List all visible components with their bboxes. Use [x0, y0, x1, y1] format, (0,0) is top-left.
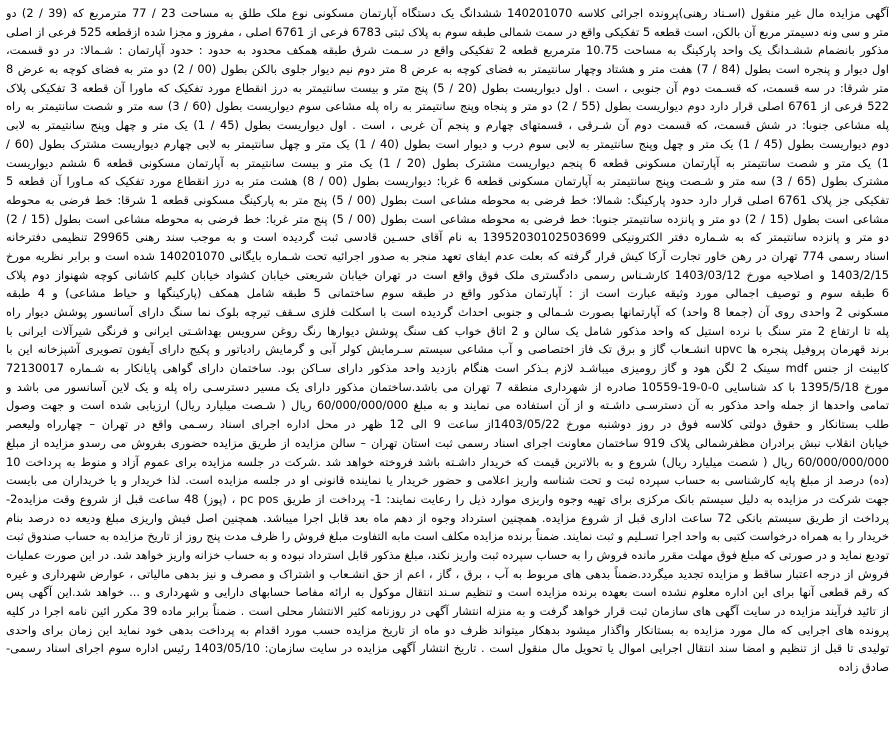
notice-text-line: اسناد رسمی 774 تهران در رهن خاور تجارت آرکا کیش قرار گرفته که بعلت عدم ایفای تعهد منجر به صدور اجرائیه تحت شـماره بایگانی 140201070 شده است و برابر نظریه مورخ	[6, 248, 889, 263]
notice-text-line: آگهی مزایده مال غیر منقول (اسـناد رهنی)پرونده اجرائی کلاسه 140201070 ششدانگ یک دستگاه آپارتمان مسکونی نوع ملک طلق به مساحت 23 / 77 مترمربع که (39 / 2) دو	[6, 6, 889, 20]
notice-text-line: (ده) درصد از مبلغ پایه کارشناسی به حساب سپرده ثبت و تحت شناسه واریز اعلامی و حضور خریدار یا نماینده قانونی او در جلسه مزایده است. لذا خریدار و یا خریداران می بایست	[6, 473, 889, 488]
notice-text-line: تمامی واحدها از جمله واحد مذکور به آن دسترسـی داشـته و از آن استفاده می نمایند و به مبلغ 60/000/000/000 ریال ( شـصت میلیارد ریال) ارزیابی شده است و جهت وصول	[6, 398, 889, 413]
notice-text-line: 60/000/000/000 ریال ( شصت میلیارد ریال) شروع و به بالاترین قیمت که خریدار داشـته باشد فروخته خواهد شد .شرکت در جلسه مزایده برای عموم آزاد و منوط به پرداخت 10	[6, 454, 889, 469]
notice-text-line: 1) یک متر و شصت سانتیمتر به آپارتمان مسکونی قطعه 6 پنجم دیواریست مشترک بطول (20 / 1) یک متر و بیست سانتیمتر به آپارتمان مسکونی قطعه 6 ششم دیواریست	[6, 155, 889, 170]
notice-text-line: متر شرقا: در سه قسمت، که قسـمت دوم آن جنوبی ، است . اول دیواریست بطول (20 / 5) پنج متر و بیست سانتیمتر به درز انقطاع مورد تفکیک که ماورا آن قطعه 3 تفکیکی پلاک	[6, 80, 889, 95]
notice-text-line: جهت شرکت در مزایده به دلیل سیستم بانک مرکزی برای تهیه وجوه واریزی موارد ذیل را رعایت نمایند: 1- پرداخت از طریق pc pos ، (پوز) 48 ساعت قبل از شروع وقت مزایده2-	[6, 491, 889, 506]
notice-text-line: دو متر و پانزده سانتیمتر که به شـماره دفتر الکترونیکی 13952030102503699 به نام آقای حسـین قادسی ثبت گردیده است و به موجب سند رهنی 29965 تنظیمی دفترخانه	[6, 230, 889, 245]
notice-text-line: 1403/2/15 و اصلاحیه مورخ 1403/03/12 کارشـناس رسمی دادگستری ملک فوق واقع است در تهران خیابان شریعتی خیابان کشواد خیابان کلیم کاشانی کوچه شهنواز دوم پلاک	[6, 267, 889, 282]
notice-text-line: خیابان انقلاب نبش برادران مظفرشمالی پلاک 919 ساختمان معاونت اجرای اسناد رسمی ثبت استان تهران – سالن مزایده از طریق مزایده حضوری بفروش می رسدو مزایده از مبلغ	[6, 435, 889, 450]
notice-text-line: کابینت از جنس mdf سینک 2 لگن هود و گاز رومیزی میباشـد لازم بـذکر است هنگام بازدید واحد مذکور دارای سـاکن بود. ساختمان دارای گواهی پایانکار به شـماره 72130017	[6, 361, 889, 376]
notice-text-line: تولیدی تا قبل از تنظیم و امضا سند انتقال اجرایی اموال یا تحویل مال منقول است . تاریخ انتشار آگهی مزایده در سایت سازمان: 1403/05/10 رئیس اداره سوم اجرای اسناد رسمی-	[6, 641, 889, 656]
notice-text-line: پله مشاعی جنوبا: در شش قسمت، که قسمت دوم آن شـرقی ، قسمتهای چهارم و پنجم آن غربی ، است . اول دیواریست بطول (45 / 1) یک متر و چهل وپنج سانتیمتر به لابی	[6, 118, 889, 133]
notice-text-line: تودیع نماید و در صورتی که مبلغ فوق مهلت مقرر مانده فروش را به حساب سپرده ثبت واریز نکند، مبلغ مذکور قابل استرداد نبوده و به حساب خزانه واریز خواهد شد. در این صورت عملیات	[6, 547, 889, 562]
notice-text-line: برند قهرمان پروفیل پنجره ها upvc انشـعاب گاز و برق تک فاز اختصاصی و آب مشاعی سیستم سـرمایش کولر آبی و گرمایش رادیاتور و پکیج دارای آیفون تصویری آشپزخانه این با	[6, 342, 889, 357]
notice-text-line: مورخ 1395/5/18 با کد شناسایی 0-0-19-10559 صادره از شهرداری منطقه 7 تهران می باشد.ساختمان مذکور دارای یک مسیر دسترسـی راه پله و یک لاین آسانسور می باشد و	[6, 379, 889, 394]
notice-text-line: خریدار را به همراه درخواست کتبی به واحد اجرا تسـلیم و ثبت نمایند. ضمناً برنده مزایده مکلف است مابه التفاوت مبلغ فروش را ظرف مدت پنج روز از تاریخ مزایده به حساب صندوق ثبت	[6, 529, 889, 544]
notice-text-line: مسکونی 2 واحدی روی آن (جمعا 8 واحد) که آپارتمانها بصورت شـمالی و جنوبی احداث گردیده است با اسکلت فلزی سـقف تیرچه بلوک نما سنگ دارای آسانسور پوشش دیوار راه	[6, 305, 889, 319]
notice-text-line: پله تا ارتفاع 2 متر سنگ با نرده استیل که واحد مذکور شامل یک سالن و 2 اتاق خواب کف سنگ پوشش دیوارها رنگ روغن سرویس بهداشـتی ایرانی و فرنگی شیرآلات ایرانی با	[6, 323, 889, 338]
notice-text-line: پرونده های اجرایی که مال مورد مزایده به بستانکار واگذار میشود بدهکار میتواند ظرف دو ماه از تاریخ مزایده حسب مورد اقدام به پرداخت بدهی خود نماید این زمان برای واحدی	[6, 622, 889, 637]
notice-text-line: پرداخت از طریق سیستم بانکی 72 ساعت اداری قبل از شروع مزایده. همچنین استرداد وجوه از دهم ماه بعد قابل اجرا میباشد. همچنین اصل فیش واریزی مبلغ ودیعه ده درصد بنام	[6, 510, 889, 525]
notice-text-line: 522 فرعی از 6761 اصلی قرار دارد دوم دیواریست بطول (55 / 2) دو متر و پنجاه وپنج سانتیمتر به راه پله مشاعی سوم دیواریست بطول (60 / 3) سه متر و شصت سانتیمتر به راه	[6, 99, 889, 114]
notice-text-line: مشاعی است بطول (15 / 2) دو متر و پانزده سانتیمتر جنوبا: خط فرضی به محوطه مشاعی است بطول (00 / 5) پنج متر غربا: خط فرضی به محوطه مشاعی است بطول (15 / 2)	[6, 211, 889, 226]
notice-text-line: متر و سی ونه دسیمتر مربع آن بالکن، است قطعه 5 تفکیکی واقع در سمت شمالی طبقه سوم به پلاک ثبتی 6783 فرعی از 6761 اصلی ، مفروز و مجزا شده ازقطعه 525 فرعی از اصلی	[6, 24, 889, 39]
notice-text-line: مشترک بطول (65 / 3) سه متر و شـصت وپنج سانتیمتر به آپارتمان مسکونی قطعه 6 غربا: دیواریست بطول (00 / 8) هشت متر به درز انقطاع مورد تفکیک که مـاورا آن قطعه 5	[6, 174, 889, 189]
notice-text-line: که رقم قطعی آنها برای این اداره معلوم نشده است بعهده برنده مزایده است و تنظیم سـند انتقال موکول به ارائه مفاصا حسابهای دارایی و شهرداری و ... خواهد شد.این آگهی پس	[6, 585, 889, 600]
notice-text-line: دوم دیواریست بطول (45 / 1) یک متر و چهل وپنج سانتیمتر به لابی سوم درب و دیوار است بطول (40 / 1) یک متر و چهل سانتیمتر به لابی چهارم دیواریست مشترک بطول (60 /	[6, 136, 889, 151]
notice-text-line: صادق زاده	[838, 660, 889, 675]
notice-text-line: از تائید فرآیند مزایده در سایت آگهی های سازمان ثبت قرار خواهد گرفت و به منزله انتشار آگهی در روزنامه کثیر الانتشار محلی است . ضمناً برابر ماده 39 مکرر ائین نامه اجرا در کلیه	[6, 604, 889, 618]
notice-text-line: فروش از درجه اعتبار ساقط و مزایده تجدید میگردد.ضمناً بدهی های مربوط به آب ، برق ، گاز ، اعم از حق انشـعاب و اشتراک و مصرف و نیز بدهی مالیاتی ، عوارض شهرداری و غیره	[6, 566, 889, 581]
notice-text-line: اول دیوار و پنجره است بطول (84 / 7) هفت متر و هشتاد وچهار سانتیمتر به فضای کوچه به عرض 8 متر دوم نیم دیوار جلوی بالکن بطول (00 / 2) دو متر به فضای کوچه به عرض 8	[6, 62, 889, 77]
notice-text-line: مذکور بانضمام ششـدانگ یک واحد پارکینگ به مساحت 10.75 مترمربع قطعه 2 تفکیکی واقع در سـمت شرق طبقه همکف محدود به حدود : حدود آپارتمان : شـمالا: در دو قسمت،	[6, 43, 889, 58]
notice-text-line: 6 طبقه سوم و توصیف اجمالی مورد وثیقه عبارت است از : آپارتمان مذکور واقع در طبقه سوم ساختمانی 5 طبقه شامل همکف (پارکینگها و حیاط مشاعی) و 4 طبقه	[6, 286, 889, 301]
notice-text-line: طلب بستانکار و حقوق دولتی کلاسه فوق در روز دوشنبه مورخ 1403/05/22از ساعت 9 الی 12 ظهر در محل اداره اجرای اسناد رسـمی واقع در تهران – چهارراه ولیعصر	[6, 417, 889, 432]
notice-text-line: تفکیکی جز پلاک 6761 اصلی قرار دارد حدود پارکینگ: شمالا: خط فرضی به محوطه مشاعی است بطول (00 / 5) پنج متر به پارکینگ مسکونی قطعه 1 شرقا: خط فرضی به محوطه	[6, 192, 889, 207]
